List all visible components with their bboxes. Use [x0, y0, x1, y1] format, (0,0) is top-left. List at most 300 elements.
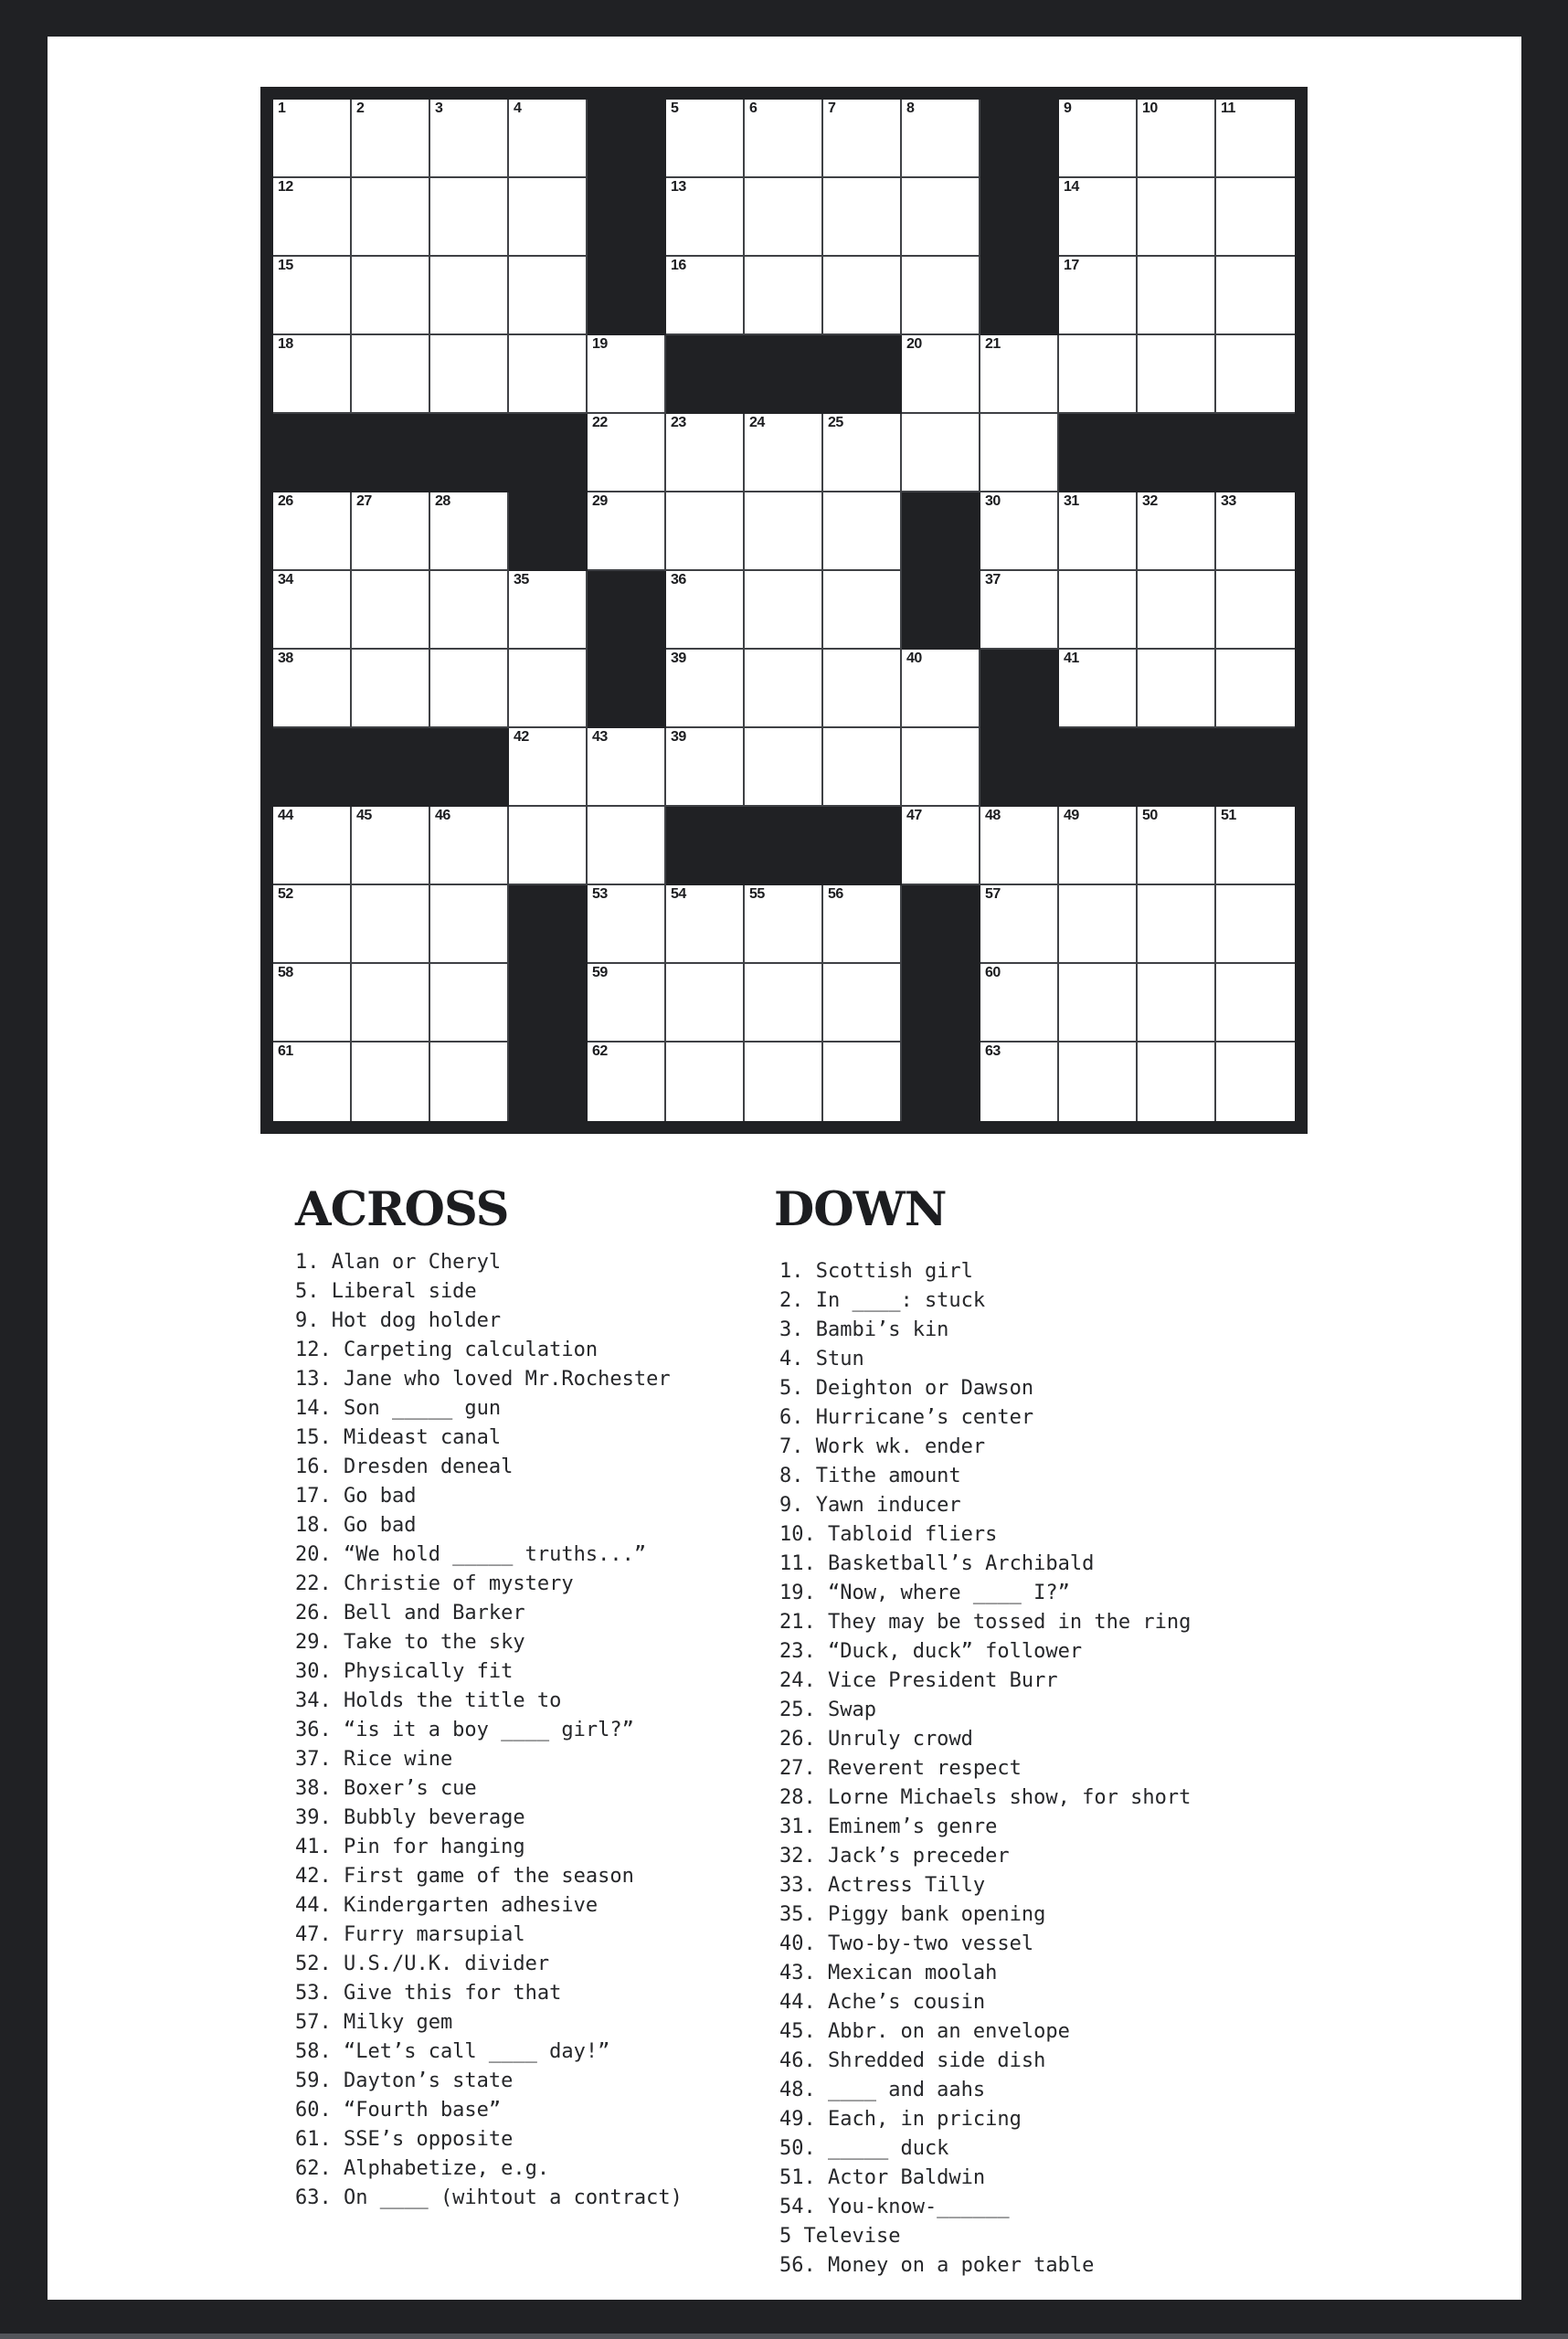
grid-cell[interactable]: [666, 650, 745, 728]
clue-line: 23. “Duck, duck” follower: [779, 1640, 1083, 1663]
grid-cell[interactable]: [352, 571, 430, 650]
cell-number: 62: [592, 1043, 608, 1059]
cell-number: 43: [592, 729, 608, 745]
grid-cell[interactable]: [823, 1042, 902, 1121]
black-cell: [980, 650, 1059, 728]
black-cell: [588, 650, 666, 728]
grid-cell[interactable]: [509, 650, 588, 728]
clue-line: 1. Alan or Cheryl: [295, 1251, 502, 1274]
clue-line: 26. Unruly crowd: [779, 1728, 973, 1751]
cell-number: 9: [1064, 101, 1072, 116]
grid-cell[interactable]: [666, 492, 745, 571]
cell-number: 22: [592, 415, 608, 430]
grid-cell[interactable]: [902, 414, 980, 492]
cell-number: 49: [1064, 808, 1079, 823]
cell-number: 26: [278, 493, 293, 509]
grid-cell[interactable]: [980, 492, 1059, 571]
grid-cell[interactable]: [745, 885, 823, 964]
grid-cell[interactable]: [430, 807, 509, 885]
cell-number: 40: [906, 651, 922, 666]
clue-line: 40. Two-by-two vessel: [779, 1932, 1034, 1955]
clue-line: 12. Carpeting calculation: [295, 1339, 599, 1361]
grid-cell[interactable]: [980, 807, 1059, 885]
cell-number: 38: [278, 651, 293, 666]
grid-cell[interactable]: [823, 492, 902, 571]
clue-line: 14. Son _____ gun: [295, 1397, 502, 1420]
cell-number: 46: [435, 808, 450, 823]
clue-line: 4. Stun: [779, 1348, 864, 1371]
clue-line: 32. Jack’s preceder: [779, 1845, 1010, 1868]
clue-line: 5. Liberal side: [295, 1280, 477, 1303]
grid-cell[interactable]: [430, 335, 509, 414]
grid-cell[interactable]: [509, 335, 588, 414]
black-cell: [588, 257, 666, 335]
clue-line: 15. Mideast canal: [295, 1426, 502, 1449]
grid-cell[interactable]: [745, 492, 823, 571]
black-cell: [1138, 414, 1216, 492]
cell-number: 15: [278, 258, 293, 273]
clue-line: 52. U.S./U.K. divider: [295, 1953, 550, 1975]
cell-number: 4: [514, 101, 522, 116]
cell-number: 41: [1064, 651, 1079, 666]
cell-number: 33: [1221, 493, 1236, 509]
cell-number: 27: [356, 493, 372, 509]
black-cell: [980, 100, 1059, 178]
clue-line: 45. Abbr. on an envelope: [779, 2020, 1070, 2043]
clue-line: 10. Tabloid fliers: [779, 1523, 998, 1546]
grid-cell[interactable]: [430, 1042, 509, 1121]
cell-number: 53: [592, 886, 608, 902]
black-cell: [588, 178, 666, 257]
grid-cell[interactable]: [902, 335, 980, 414]
cell-number: 2: [356, 101, 365, 116]
grid-cell[interactable]: [980, 335, 1059, 414]
grid-cell[interactable]: [352, 335, 430, 414]
clue-line: 3. Bambi’s kin: [779, 1318, 949, 1341]
cell-number: 45: [356, 808, 372, 823]
grid-cell[interactable]: [823, 414, 902, 492]
clue-line: 60. “Fourth base”: [295, 2099, 502, 2122]
grid-cell[interactable]: [1059, 964, 1138, 1042]
cell-number: 48: [985, 808, 1001, 823]
clue-line: 13. Jane who loved Mr.Rochester: [295, 1368, 671, 1391]
clue-line: 7. Work wk. ender: [779, 1435, 986, 1458]
cell-number: 11: [1221, 101, 1235, 116]
cell-number: 28: [435, 493, 450, 509]
cell-number: 7: [828, 101, 836, 116]
down-heading: DOWN: [774, 1182, 947, 1237]
grid-cell[interactable]: [588, 1042, 666, 1121]
cell-number: 13: [671, 179, 686, 195]
clue-line: 8. Tithe amount: [779, 1465, 961, 1487]
clue-line: 37. Rice wine: [295, 1748, 453, 1771]
cell-number: 59: [592, 965, 608, 980]
grid-cell[interactable]: [509, 100, 588, 178]
clue-line: 33. Actress Tilly: [779, 1874, 986, 1897]
grid-cell[interactable]: [588, 885, 666, 964]
grid-cell[interactable]: [1138, 492, 1216, 571]
clue-line: 58. “Let’s call ____ day!”: [295, 2040, 610, 2063]
grid-cell[interactable]: [745, 728, 823, 807]
grid-cell[interactable]: [273, 178, 352, 257]
black-cell: [745, 807, 823, 885]
down-clue-list: [779, 1257, 1191, 2281]
clue-line: 24. Vice President Burr: [779, 1669, 1058, 1692]
grid-cell[interactable]: [980, 414, 1059, 492]
grid-cell[interactable]: [509, 571, 588, 650]
grid-cell[interactable]: [588, 492, 666, 571]
cell-number: 47: [906, 808, 922, 823]
grid-cell[interactable]: [273, 571, 352, 650]
grid-cell[interactable]: [980, 571, 1059, 650]
grid-cell[interactable]: [352, 650, 430, 728]
cell-number: 5: [671, 101, 679, 116]
grid-cell[interactable]: [902, 100, 980, 178]
black-cell: [588, 571, 666, 650]
black-cell: [666, 335, 745, 414]
clue-line: 11. Basketball’s Archibald: [779, 1552, 1095, 1575]
black-cell: [352, 728, 430, 807]
cell-number: 3: [435, 101, 443, 116]
grid-cell[interactable]: [666, 571, 745, 650]
black-cell: [273, 728, 352, 807]
clue-line: 17. Go bad: [295, 1485, 417, 1508]
grid-cell[interactable]: [1138, 807, 1216, 885]
clue-line: 36. “is it a boy ____ girl?”: [295, 1719, 634, 1741]
grid-cell[interactable]: [352, 1042, 430, 1121]
black-cell: [980, 178, 1059, 257]
clue-line: 43. Mexican moolah: [779, 1962, 998, 1984]
clue-line: 35. Piggy bank opening: [779, 1903, 1046, 1926]
black-cell: [430, 414, 509, 492]
clue-line: 50. _____ duck: [779, 2137, 949, 2160]
page-bottom-edge: [0, 2334, 1568, 2339]
grid-cell[interactable]: [980, 1042, 1059, 1121]
grid-cell[interactable]: [1216, 807, 1295, 885]
grid-cell[interactable]: [823, 257, 902, 335]
grid-cell[interactable]: [1216, 178, 1295, 257]
cell-number: 18: [278, 336, 293, 352]
grid-cell[interactable]: [1059, 257, 1138, 335]
cell-number: 21: [985, 336, 1001, 352]
clue-line: 25. Swap: [779, 1699, 876, 1721]
grid-cell[interactable]: [1138, 178, 1216, 257]
black-cell: [509, 1042, 588, 1121]
cell-number: 61: [278, 1043, 293, 1059]
cell-number: 56: [828, 886, 843, 902]
grid-cell[interactable]: [352, 100, 430, 178]
grid-cell[interactable]: [902, 178, 980, 257]
clue-line: 49. Each, in pricing: [779, 2108, 1022, 2131]
grid-cell[interactable]: [588, 414, 666, 492]
clue-line: 5 Televise: [779, 2225, 901, 2248]
grid-cell[interactable]: [509, 257, 588, 335]
grid-cell[interactable]: [666, 1042, 745, 1121]
grid-cell[interactable]: [980, 964, 1059, 1042]
clue-line: 9. Yawn inducer: [779, 1494, 961, 1517]
page: [48, 37, 1521, 2300]
cell-number: 24: [749, 415, 765, 430]
black-cell: [745, 335, 823, 414]
cell-number: 52: [278, 886, 293, 902]
grid-cell[interactable]: [666, 885, 745, 964]
cell-number: 39: [671, 651, 686, 666]
black-cell: [980, 728, 1059, 807]
grid-cell[interactable]: [430, 650, 509, 728]
grid-cell[interactable]: [1216, 650, 1295, 728]
grid-cell[interactable]: [1216, 492, 1295, 571]
grid-cell[interactable]: [745, 257, 823, 335]
grid-cell[interactable]: [1216, 100, 1295, 178]
grid-cell[interactable]: [1059, 100, 1138, 178]
clue-line: 38. Boxer’s cue: [295, 1777, 477, 1800]
cell-number: 37: [985, 572, 1001, 587]
clue-line: 30. Physically fit: [295, 1660, 514, 1683]
clue-line: 44. Ache’s cousin: [779, 1991, 986, 2014]
grid-cell[interactable]: [823, 650, 902, 728]
grid-cell[interactable]: [352, 807, 430, 885]
clue-line: 2. In ____: stuck: [779, 1289, 986, 1312]
clue-line: 56. Money on a poker table: [779, 2254, 1095, 2277]
grid-cell[interactable]: [430, 571, 509, 650]
black-cell: [902, 964, 980, 1042]
grid-cell[interactable]: [902, 650, 980, 728]
grid-cell[interactable]: [430, 964, 509, 1042]
grid-cell[interactable]: [666, 178, 745, 257]
grid-cell[interactable]: [273, 335, 352, 414]
cell-number: 31: [1064, 493, 1079, 509]
black-cell: [902, 492, 980, 571]
black-cell: [902, 571, 980, 650]
grid-cell[interactable]: [823, 100, 902, 178]
grid-cell[interactable]: [273, 100, 352, 178]
grid-cell[interactable]: [823, 178, 902, 257]
cell-number: 36: [671, 572, 686, 587]
cell-number: 54: [671, 886, 686, 902]
grid-cell[interactable]: [666, 100, 745, 178]
black-cell: [509, 885, 588, 964]
grid-cell[interactable]: [1059, 178, 1138, 257]
grid-cell[interactable]: [1216, 1042, 1295, 1121]
cell-number: 51: [1221, 808, 1236, 823]
grid-cell[interactable]: [1059, 335, 1138, 414]
grid-cell[interactable]: [1216, 335, 1295, 414]
clue-line: 5. Deighton or Dawson: [779, 1377, 1034, 1400]
black-cell: [902, 1042, 980, 1121]
cell-number: 60: [985, 965, 1001, 980]
clue-line: 41. Pin for hanging: [295, 1836, 525, 1858]
grid-cell[interactable]: [1059, 885, 1138, 964]
grid-cell[interactable]: [1138, 100, 1216, 178]
grid-cell[interactable]: [1138, 257, 1216, 335]
grid-cell[interactable]: [666, 728, 745, 807]
clue-line: 53. Give this for that: [295, 1982, 562, 2005]
grid-cell[interactable]: [273, 807, 352, 885]
black-cell: [666, 807, 745, 885]
grid-cell[interactable]: [588, 728, 666, 807]
grid-cell[interactable]: [980, 885, 1059, 964]
clue-line: 51. Actor Baldwin: [779, 2166, 986, 2189]
grid-cell[interactable]: [430, 492, 509, 571]
black-cell: [509, 964, 588, 1042]
cell-number: 25: [828, 415, 843, 430]
clue-line: 57. Milky gem: [295, 2011, 453, 2034]
clue-line: 46. Shredded side dish: [779, 2049, 1046, 2072]
grid-cell[interactable]: [1138, 1042, 1216, 1121]
clue-line: 18. Go bad: [295, 1514, 417, 1537]
grid-cell[interactable]: [1138, 650, 1216, 728]
grid-cell[interactable]: [745, 964, 823, 1042]
clue-line: 54. You-know-______: [779, 2196, 1010, 2218]
grid-cell[interactable]: [273, 650, 352, 728]
cell-number: 8: [906, 101, 915, 116]
grid-cell[interactable]: [745, 178, 823, 257]
cell-number: 1: [278, 101, 286, 116]
grid-cell[interactable]: [1216, 885, 1295, 964]
grid-cell[interactable]: [1216, 571, 1295, 650]
black-cell: [430, 728, 509, 807]
grid-cell[interactable]: [273, 1042, 352, 1121]
black-cell: [1059, 728, 1138, 807]
grid-cell[interactable]: [352, 492, 430, 571]
grid-cell[interactable]: [823, 571, 902, 650]
clue-line: 19. “Now, where ____ I?”: [779, 1582, 1070, 1604]
clue-line: 26. Bell and Barker: [295, 1602, 525, 1625]
grid-cell[interactable]: [1059, 650, 1138, 728]
grid-cell[interactable]: [430, 100, 509, 178]
clue-line: 27. Reverent respect: [779, 1757, 1022, 1780]
grid-cell[interactable]: [823, 728, 902, 807]
cell-number: 6: [749, 101, 758, 116]
grid-cell[interactable]: [1059, 492, 1138, 571]
grid-cell[interactable]: [352, 885, 430, 964]
grid-cell[interactable]: [273, 885, 352, 964]
grid-cell[interactable]: [745, 650, 823, 728]
cell-number: 44: [278, 808, 293, 823]
grid-cell[interactable]: [745, 571, 823, 650]
cell-number: 20: [906, 336, 922, 352]
clue-line: 61. SSE’s opposite: [295, 2128, 514, 2151]
cell-number: 50: [1142, 808, 1158, 823]
clue-line: 1. Scottish girl: [779, 1260, 973, 1283]
clue-line: 63. On ____ (wihtout a contract): [295, 2186, 683, 2209]
cell-number: 63: [985, 1043, 1001, 1059]
grid-cell[interactable]: [1059, 571, 1138, 650]
clue-line: 16. Dresden deneal: [295, 1455, 514, 1478]
black-cell: [902, 885, 980, 964]
clue-line: 20. “We hold _____ truths...”: [295, 1543, 647, 1566]
grid-cell[interactable]: [902, 257, 980, 335]
grid-cell[interactable]: [902, 728, 980, 807]
cell-number: 39: [671, 729, 686, 745]
grid-cell[interactable]: [430, 178, 509, 257]
grid-cell[interactable]: [745, 100, 823, 178]
grid-cell[interactable]: [1216, 257, 1295, 335]
across-heading: ACROSS: [295, 1182, 509, 1237]
cell-number: 23: [671, 415, 686, 430]
grid-cell[interactable]: [588, 335, 666, 414]
black-cell: [1216, 728, 1295, 807]
cell-number: 55: [749, 886, 765, 902]
across-clue-list: [295, 1248, 683, 2213]
black-cell: [588, 100, 666, 178]
clue-line: 47. Furry marsupial: [295, 1923, 525, 1946]
grid-cell[interactable]: [352, 257, 430, 335]
grid-cell[interactable]: [352, 964, 430, 1042]
grid-cell[interactable]: [430, 885, 509, 964]
grid-cell[interactable]: [588, 964, 666, 1042]
grid-cell[interactable]: [1138, 885, 1216, 964]
cell-number: 32: [1142, 493, 1158, 509]
cell-number: 35: [514, 572, 529, 587]
crossword-grid: [260, 87, 1308, 1134]
grid-cell[interactable]: [823, 885, 902, 964]
grid-cell[interactable]: [352, 178, 430, 257]
black-cell: [1059, 414, 1138, 492]
clue-line: 48. ____ and aahs: [779, 2079, 986, 2101]
grid-cell[interactable]: [509, 728, 588, 807]
black-cell: [273, 414, 352, 492]
grid-cell[interactable]: [273, 964, 352, 1042]
clue-line: 28. Lorne Michaels show, for short: [779, 1786, 1192, 1809]
clue-line: 42. First game of the season: [295, 1865, 634, 1888]
cell-number: 58: [278, 965, 293, 980]
clue-line: 21. They may be tossed in the ring: [779, 1611, 1192, 1634]
cell-number: 16: [671, 258, 686, 273]
clue-line: 6. Hurricane’s center: [779, 1406, 1034, 1429]
grid-cell[interactable]: [666, 414, 745, 492]
cell-number: 10: [1142, 101, 1158, 116]
grid-cell[interactable]: [1138, 335, 1216, 414]
grid-cell[interactable]: [509, 178, 588, 257]
cell-number: 29: [592, 493, 608, 509]
cell-number: 14: [1064, 179, 1079, 195]
grid-cell[interactable]: [1138, 964, 1216, 1042]
black-cell: [509, 414, 588, 492]
grid-cell[interactable]: [1059, 1042, 1138, 1121]
grid-cell[interactable]: [430, 257, 509, 335]
cell-number: 17: [1064, 258, 1079, 273]
black-cell: [823, 807, 902, 885]
grid-cell[interactable]: [666, 257, 745, 335]
grid-cell[interactable]: [1138, 571, 1216, 650]
clue-line: 62. Alphabetize, e.g.: [295, 2157, 550, 2180]
black-cell: [352, 414, 430, 492]
cell-number: 30: [985, 493, 1001, 509]
grid-cell[interactable]: [823, 964, 902, 1042]
grid-cell[interactable]: [509, 807, 588, 885]
cell-number: 19: [592, 336, 608, 352]
black-cell: [823, 335, 902, 414]
grid-cell[interactable]: [902, 807, 980, 885]
grid-cell[interactable]: [666, 964, 745, 1042]
grid-cell[interactable]: [745, 414, 823, 492]
clue-line: 59. Dayton’s state: [295, 2069, 514, 2092]
cell-number: 42: [514, 729, 529, 745]
clue-line: 44. Kindergarten adhesive: [295, 1894, 599, 1917]
cell-number: 57: [985, 886, 1001, 902]
grid-cell[interactable]: [1059, 807, 1138, 885]
black-cell: [1216, 414, 1295, 492]
grid-cell[interactable]: [588, 807, 666, 885]
grid-cell[interactable]: [273, 257, 352, 335]
clue-line: 34. Holds the title to: [295, 1689, 562, 1712]
grid-cell[interactable]: [273, 492, 352, 571]
grid-cell[interactable]: [1216, 964, 1295, 1042]
grid-cell[interactable]: [745, 1042, 823, 1121]
cell-number: 12: [278, 179, 293, 195]
clue-line: 39. Bubbly beverage: [295, 1806, 525, 1829]
